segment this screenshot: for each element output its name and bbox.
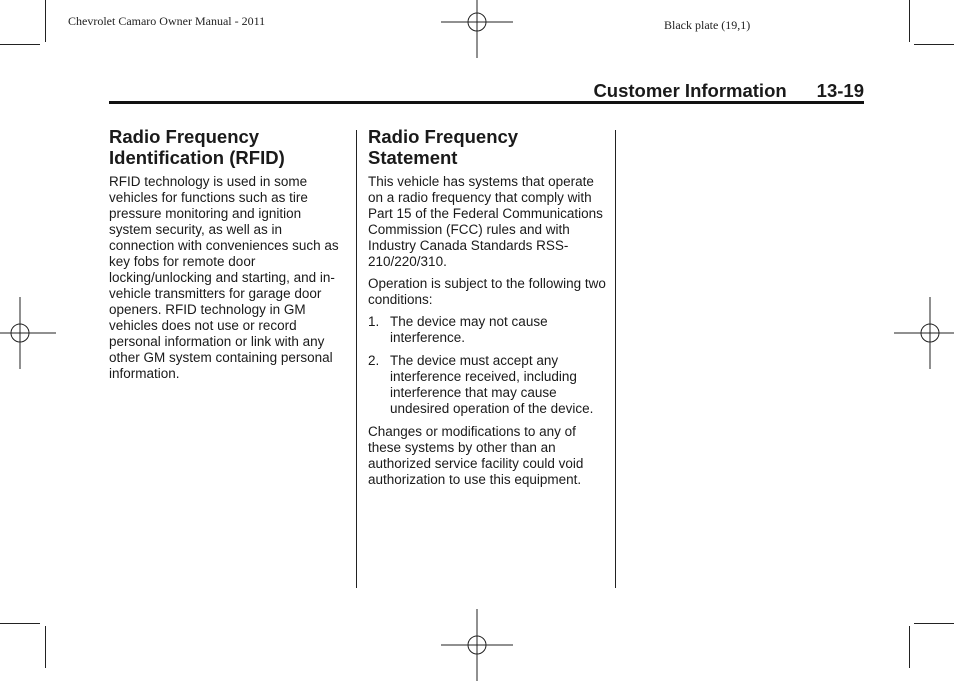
running-title: Chevrolet Camaro Owner Manual - 2011 bbox=[68, 14, 266, 28]
column-divider-left bbox=[356, 130, 357, 588]
rfid-heading bbox=[109, 126, 341, 168]
rfid-body: RFID technology is used in some vehicles for functions such as tire pressure monitoring and ignition system security, as well as in connection with conveniences such as key fobs for remote door locking/unlocking and starting, and in-vehicle transmitters for garage door openers. RFID technology in GM vehicles does not use or record personal information or link with any other GM system containing personal information. bbox=[109, 174, 339, 381]
column-divider-right bbox=[615, 130, 616, 588]
section-title: Customer Information bbox=[593, 80, 787, 101]
radio-statement-section bbox=[368, 126, 610, 494]
list-item bbox=[368, 314, 610, 346]
crop-mark-top-left-vertical bbox=[45, 0, 46, 42]
statement-conditions-intro: Operation is subject to the following two conditions: bbox=[368, 276, 606, 307]
section-header bbox=[109, 80, 864, 102]
statement-heading bbox=[368, 126, 610, 168]
crop-mark-bottom-right-horizontal bbox=[914, 623, 954, 624]
rfid-heading-line2: Identification (RFID) bbox=[109, 147, 285, 168]
crop-mark-bottom-left-vertical bbox=[45, 626, 46, 668]
registration-mark-top bbox=[441, 0, 513, 58]
conditions-list bbox=[368, 314, 610, 417]
statement-intro: This vehicle has systems that operate on a radio frequency that comply with Part 15 of the Federal Communications Commission (FCC) rules and with Industry Canada Standards RSS-210/220/310. bbox=[368, 174, 603, 269]
list-item-number: 2. bbox=[368, 353, 380, 368]
list-item-number: 1. bbox=[368, 314, 380, 329]
registration-mark-right bbox=[894, 297, 954, 369]
page-number: 13-19 bbox=[816, 80, 864, 101]
crop-mark-top-left-horizontal bbox=[0, 44, 40, 45]
registration-mark-bottom bbox=[441, 609, 513, 681]
statement-closing: Changes or modifications to any of these systems by other than an authorized service facility could void authorization to use this equipment. bbox=[368, 424, 584, 487]
registration-mark-left bbox=[0, 297, 56, 369]
header-rule bbox=[109, 101, 864, 104]
statement-heading-line1: Radio Frequency bbox=[368, 126, 519, 147]
list-item-text: The device may not cause interference. bbox=[390, 314, 548, 345]
list-item-text: The device must accept any interference received, including interference that may cause undesired operation of the device. bbox=[390, 353, 594, 416]
crop-mark-bottom-left-horizontal bbox=[0, 623, 40, 624]
statement-heading-line2: Statement bbox=[368, 147, 458, 168]
crop-mark-top-right-horizontal bbox=[914, 44, 954, 45]
crop-mark-top-right-vertical bbox=[909, 0, 910, 42]
rfid-heading-line1: Radio Frequency bbox=[109, 126, 260, 147]
plate-label: Black plate (19,1) bbox=[664, 18, 751, 32]
list-item bbox=[368, 353, 610, 417]
rfid-section bbox=[109, 126, 341, 388]
crop-mark-bottom-right-vertical bbox=[909, 626, 910, 668]
